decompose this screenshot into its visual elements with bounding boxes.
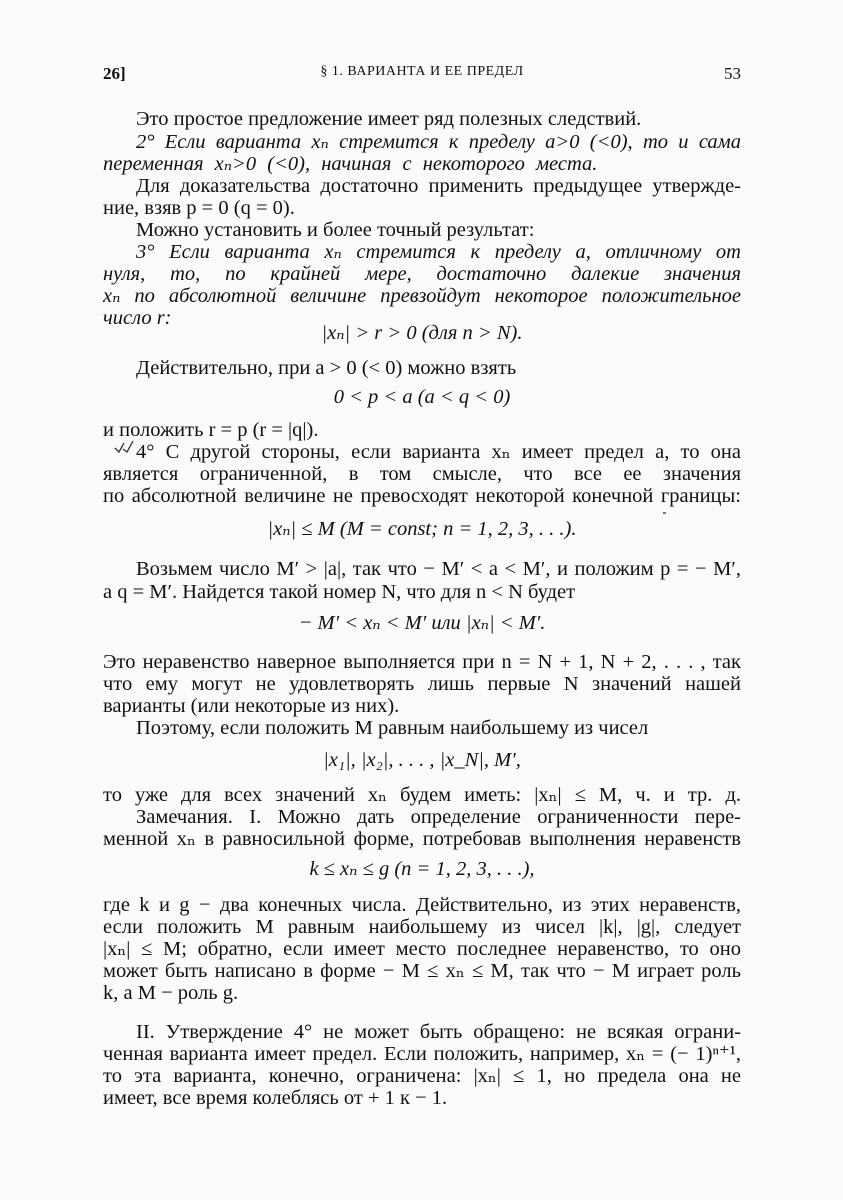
text-line: 2° Если варианта xₙ стремится к пределу a>0 (<0), то и сама: [136, 131, 741, 153]
text-line: ние, взяв p = 0 (q = 0).: [103, 197, 295, 219]
text-line: Можно установить и более точный результат:: [136, 219, 535, 241]
text-line: а q = M′. Найдется такой номер N, что для n < N будет: [103, 581, 576, 603]
text-line: |xₙ| ≤ M; обратно, если имеет место последнее неравенство, то оно: [103, 938, 741, 960]
text-line: Действительно, при a > 0 (< 0) можно взять: [136, 357, 517, 379]
text-line: Замечания. I. Можно дать определение ограниченности пере-: [136, 806, 741, 828]
formula: k ≤ xₙ ≤ g (n = 1, 2, 3, . . .),: [309, 858, 535, 880]
text-line: 4° С другой стороны, если варианта xₙ имеет предел a, то она: [136, 441, 741, 463]
section-number: 26]: [103, 64, 126, 83]
text-line: II. Утверждение 4° не может быть обращено: не всякая ограни-: [136, 1021, 741, 1043]
text-line: то эта варианта, конечно, ограничена: |xₙ| ≤ 1, но предела она не: [103, 1065, 741, 1087]
text-line: Для доказательства достаточно применить предыдущее утвержде-: [136, 175, 741, 197]
formula: − M′ < xₙ < M′ или |xₙ| < M′.: [298, 612, 546, 634]
text-line: xₙ по абсолютной величине превзойдут некоторое положительное: [103, 285, 741, 307]
text-line: число r:: [103, 307, 172, 329]
text-line: Это неравенство наверное выполняется при n = N + 1, N + 2, . . . , так: [103, 651, 741, 673]
text-line: имеет, все время колеблясь от + 1 к − 1.: [103, 1087, 448, 1109]
text-line: где k и g − два конечных числа. Действительно, из этих неравенств,: [103, 894, 741, 916]
formula: |xₙ| > r > 0 (для n > N).: [321, 322, 523, 344]
text-line: что ему могут не удовлетворять лишь первые N значений нашей: [103, 673, 741, 695]
text-line: и положить r = p (r = |q|).: [103, 419, 319, 441]
text-line: ченная варианта имеет предел. Если положить, например, xₙ = (− 1)ⁿ⁺¹,: [103, 1043, 741, 1065]
text-line: Это простое предложение имеет ряд полезных следствий.: [136, 108, 642, 130]
formula: 0 < p < a (a < q < 0): [333, 386, 511, 408]
text-line: нуля, то, по крайней мере, достаточно далекие значения: [103, 263, 741, 285]
text-line: если положить M равным наибольшему из чисел |k|, |g|, следует: [103, 916, 741, 938]
text-line: то уже для всех значений xₙ будем иметь: |xₙ| ≤ M, ч. и тр. д.: [103, 784, 741, 806]
text-line: Возьмем число M′ > |a|, так что − M′ < a < M′, и положим p = − M′,: [136, 558, 741, 580]
text-line: варианты (или некоторые из них).: [103, 695, 400, 717]
text-line: переменная xₙ>0 (<0), начиная с некоторого места.: [103, 153, 598, 175]
formula: |x₁|, |x₂|, . . . , |x_N|, M′,: [323, 749, 521, 771]
text-line: менной xₙ в равносильной форме, потребовав выполнения неравенств: [103, 828, 741, 850]
running-title: § 1. ВАРИАНТА И ЕЕ ПРЕДЕЛ: [320, 64, 524, 79]
text-line: может быть написано в форме − M ≤ xₙ ≤ M, так что − M играет роль: [103, 960, 741, 982]
text-line: Поэтому, если положить M равным наибольшему из чисел: [136, 717, 649, 739]
text-line: является ограниченной, в том смысле, что все ее значения: [103, 463, 741, 485]
formula: |xₙ| ≤ M (M = const; n = 1, 2, 3, . . .).: [267, 518, 577, 540]
text-line: 3° Если варианта xₙ стремится к пределу a, отличному от: [136, 241, 741, 263]
page-speck: [663, 512, 666, 514]
text-line: по абсолютной величине не превосходят некоторой конечной границы:: [103, 485, 741, 507]
running-header: [103, 64, 741, 86]
page-number: 53: [724, 64, 741, 83]
text-line: k, а M − роль g.: [103, 982, 239, 1004]
